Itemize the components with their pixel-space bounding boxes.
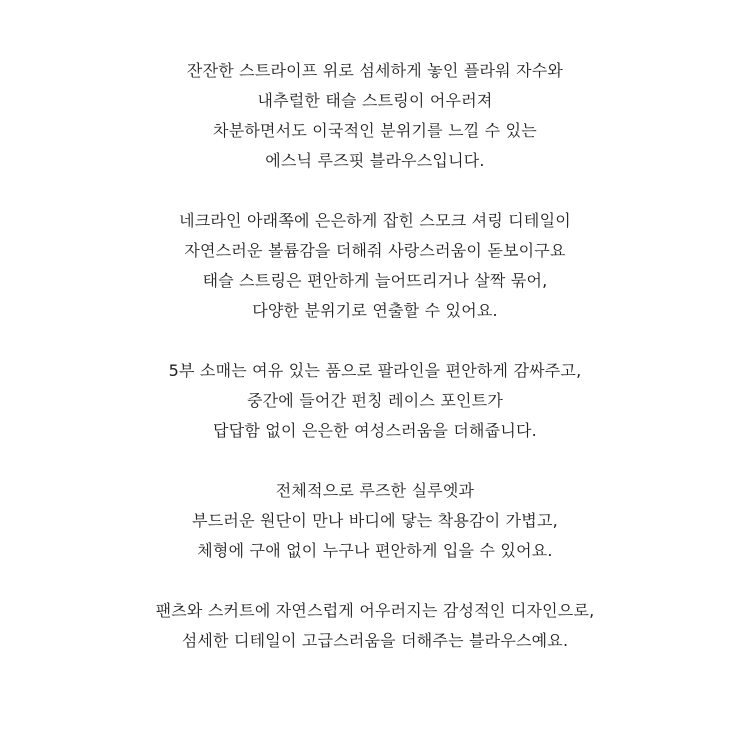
description-line: 자연스러운 볼륨감을 더해줘 사랑스러움이 돋보이구요 <box>184 241 566 260</box>
description-line: 체형에 구애 없이 누구나 편안하게 입을 수 있어요. <box>197 541 553 560</box>
description-line: 에스닉 루즈핏 블라우스입니다. <box>265 151 485 170</box>
description-paragraph-5 <box>0 596 750 656</box>
description-line: 다양한 분위기로 연출할 수 있어요. <box>252 301 498 320</box>
description-line: 부드러운 원단이 만나 바디에 닿는 착용감이 가볍고, <box>192 511 558 530</box>
description-paragraph-2 <box>0 206 750 326</box>
product-description <box>0 56 750 686</box>
description-paragraph-1 <box>0 56 750 176</box>
description-line: 팬츠와 스커트에 자연스럽게 어우러지는 감성적인 디자인으로, <box>155 601 595 620</box>
description-paragraph-3 <box>0 356 750 446</box>
description-line: 내추럴한 태슬 스트링이 어우러져 <box>257 91 493 110</box>
description-line: 잔잔한 스트라이프 위로 섬세하게 놓인 플라워 자수와 <box>186 61 564 80</box>
description-line: 중간에 들어간 펀칭 레이스 포인트가 <box>247 391 503 410</box>
description-line: 전체적으로 루즈한 실루엣과 <box>275 481 475 500</box>
description-paragraph-4 <box>0 476 750 566</box>
description-line: 태슬 스트링은 편안하게 늘어뜨리거나 살짝 묶어, <box>202 271 548 290</box>
description-line: 네크라인 아래쪽에 은은하게 잡힌 스모크 셔링 디테일이 <box>179 211 571 230</box>
description-line: 섬세한 디테일이 고급스러움을 더해주는 블라우스예요. <box>181 631 569 650</box>
description-line: 차분하면서도 이국적인 분위기를 느낄 수 있는 <box>213 121 537 140</box>
description-line: 답답함 없이 은은한 여성스러움을 더해줍니다. <box>213 421 537 440</box>
description-line: 5부 소매는 여유 있는 품으로 팔라인을 편안하게 감싸주고, <box>168 361 582 380</box>
